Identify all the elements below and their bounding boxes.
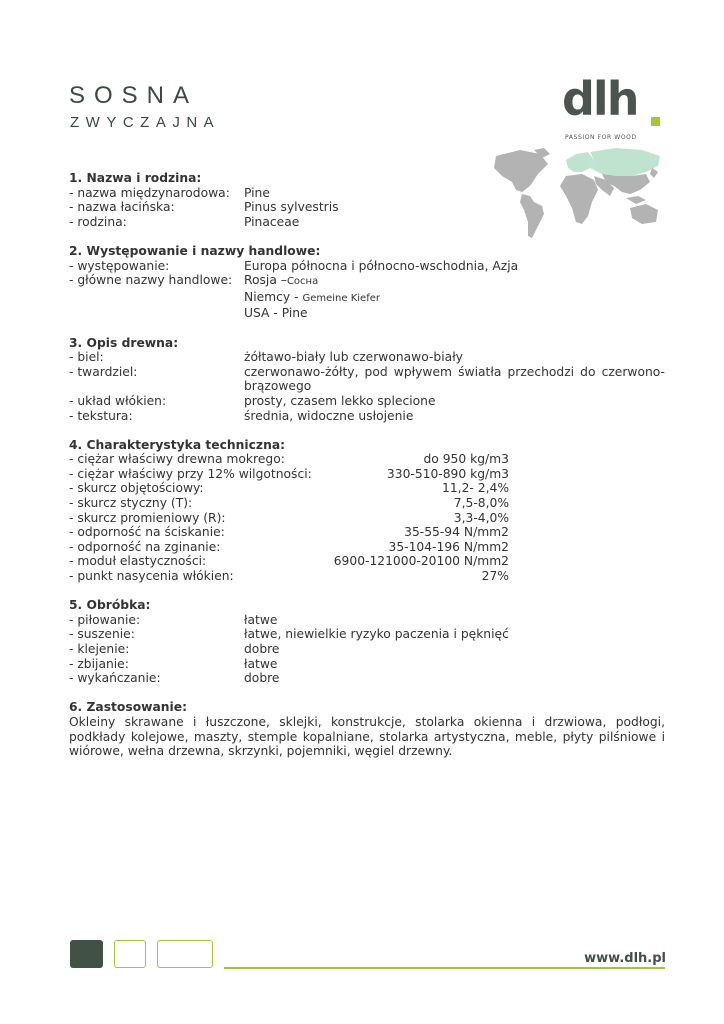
row-label: - punkt nasycenia włókien: <box>69 569 234 584</box>
info-row <box>69 273 665 290</box>
logo-dot <box>651 117 660 126</box>
tech-row <box>69 569 665 584</box>
row-label: - nazwa łacińska: <box>69 200 175 215</box>
info-row <box>69 350 665 365</box>
row-value: Pinaceae <box>244 214 300 229</box>
row-label: - główne nazwy handlowe: <box>69 273 233 288</box>
row-value: Europa północna i północno-wschodnia, Azja <box>244 258 519 273</box>
info-row <box>69 627 665 642</box>
page-subtitle: ZWYCZAJNA <box>70 114 221 131</box>
row-label: - klejenie: <box>69 642 130 656</box>
tech-row <box>69 525 665 540</box>
technical-table <box>69 452 665 583</box>
row-value: łatwe <box>244 656 278 671</box>
row-value: średnia, widoczne usłojenie <box>244 408 414 423</box>
tech-row <box>69 467 665 482</box>
info-row <box>69 671 665 686</box>
tech-row <box>69 452 665 467</box>
row-label: - odporność na ściskanie: <box>69 525 225 540</box>
row-value: czerwonawo-żółty, pod wpływem światła przechodzi do czerwono-brązowego <box>244 364 665 394</box>
row-value: 7,5-8,0% <box>453 496 509 511</box>
row-label: - piłowanie: <box>69 612 141 627</box>
trade-name-germany: Niemcy - <box>244 289 299 304</box>
footer-rect-outline <box>157 940 213 968</box>
logo-tagline: PASSION FOR WOOD <box>565 134 637 141</box>
section-heading-occurrence: 2. Występowanie i nazwy handlowe: <box>69 243 321 258</box>
section-heading-processing: 5. Obróbka: <box>69 598 151 613</box>
row-label: - zbijanie: <box>69 656 129 671</box>
section-heading-technical: 4. Charakterystyka techniczna: <box>69 437 286 452</box>
section-heading-applications: 6. Zastosowanie: <box>69 700 188 715</box>
dlh-logo <box>562 72 666 146</box>
info-row <box>69 613 665 628</box>
page-title: SOSNA <box>69 82 199 109</box>
row-label: - skurcz objętościowy: <box>69 481 204 496</box>
row-label: - twardziel: <box>69 364 138 379</box>
content <box>69 171 665 759</box>
info-row <box>69 642 665 657</box>
footer-square-filled <box>70 940 103 968</box>
row-value: 35-55-94 N/mm2 <box>404 525 509 540</box>
row-label: - skurcz styczny (T): <box>69 496 193 511</box>
row-value: prosty, czasem lekko splecione <box>244 393 436 408</box>
row-label: - ciężar właściwy przy 12% wilgotności: <box>69 466 312 481</box>
row-label: - odporność na zginanie: <box>69 539 221 554</box>
footer-square-outline <box>114 940 146 968</box>
tech-row <box>69 540 665 555</box>
trade-name-usa: USA - Pine <box>244 306 308 321</box>
info-row <box>69 215 665 230</box>
row-value: 3,3-4,0% <box>453 510 509 525</box>
section-heading-description: 3. Opis drewna: <box>69 335 179 350</box>
row-value: Pinus sylvestris <box>244 200 339 215</box>
row-label: - suszenie: <box>69 627 135 642</box>
row-value <box>244 273 665 290</box>
trade-name-germany-local: Gemeine Kiefer <box>302 292 380 304</box>
footer-divider <box>224 967 665 969</box>
row-value: do 950 kg/m3 <box>423 452 509 467</box>
applications-text: Okleiny skrawane i łuszczone, sklejki, konstrukcje, stolarka okienna i drzwiowa, podłogi, podkłady kolejowe, maszty, stemple kopalniane, stolarka artystyczna, meble, płyty pilśniowe i wiórowe, wełna drzewna, skrzynki, pojemniki, węgiel drzewny. <box>69 714 665 759</box>
info-row <box>69 409 665 424</box>
row-value: łatwe <box>244 612 278 627</box>
row-value <box>244 290 665 307</box>
row-value: 35-104-196 N/mm2 <box>388 539 509 554</box>
row-label: - biel: <box>69 350 104 365</box>
info-row <box>69 657 665 672</box>
row-value: dobre <box>244 671 280 686</box>
row-value: dobre <box>244 642 280 656</box>
section-heading-name: 1. Nazwa i rodzina: <box>69 171 202 185</box>
info-row <box>69 259 665 274</box>
row-label: - ciężar właściwy drewna mokrego: <box>69 452 285 467</box>
info-row <box>69 186 665 201</box>
row-value: żółtawo-biały lub czerwonawo-biały <box>244 350 463 365</box>
row-value: 6900-121000-20100 N/mm2 <box>333 554 509 569</box>
row-label: - występowanie: <box>69 258 170 273</box>
logo-wordmark: dlh <box>562 72 638 126</box>
row-value: 11,2- 2,4% <box>442 481 509 496</box>
row-label: - tekstura: <box>69 408 133 423</box>
info-row <box>69 365 665 394</box>
row-value: 27% <box>481 569 509 584</box>
row-label: - wykańczanie: <box>69 671 161 686</box>
info-row <box>69 200 665 215</box>
row-label: - skurcz promieniowy (R): <box>69 510 226 525</box>
row-label: - układ włókien: <box>69 393 167 408</box>
trade-name-russia-local: Сосна <box>286 276 319 288</box>
row-value: 330-510-890 kg/m3 <box>386 466 509 481</box>
tech-row <box>69 511 665 526</box>
info-row <box>69 306 665 321</box>
row-label: - nazwa międzynarodowa: <box>69 185 230 200</box>
row-label: - rodzina: <box>69 214 127 229</box>
tech-row <box>69 481 665 496</box>
footer-website-link[interactable]: www.dlh.pl <box>584 951 666 966</box>
info-row <box>69 290 665 307</box>
row-value: Pine <box>244 185 270 200</box>
tech-row <box>69 496 665 511</box>
tech-row <box>69 554 665 569</box>
trade-name-russia: Rosja – <box>244 273 287 288</box>
row-label: - moduł elastyczności: <box>69 554 207 569</box>
info-row <box>69 394 665 409</box>
row-value: łatwe, niewielkie ryzyko paczenia i pęknięć <box>244 627 509 642</box>
